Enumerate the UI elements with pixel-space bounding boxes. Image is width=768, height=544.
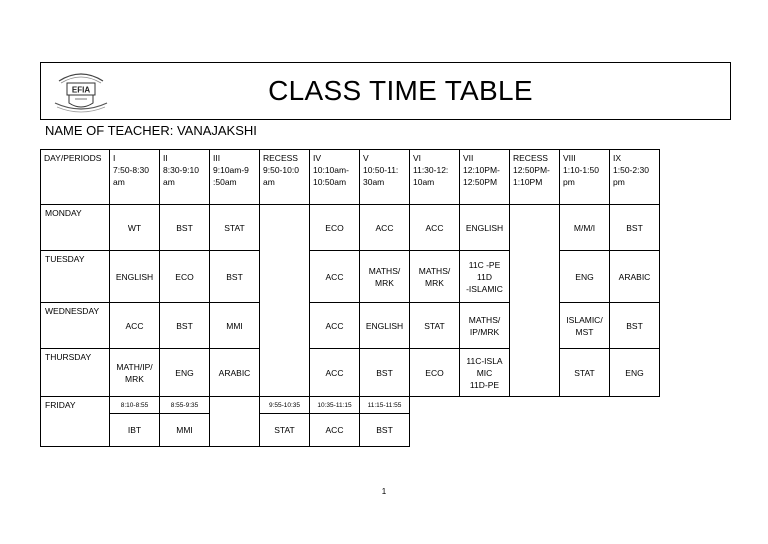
friday-subject-cell: MMI: [159, 413, 210, 447]
day-label: FRIDAY: [40, 396, 110, 447]
friday-time-cell: 11:15-11:55: [359, 396, 410, 414]
recess-column: [259, 204, 310, 397]
subject-cell: ACC: [409, 204, 460, 251]
recess-column: [509, 204, 560, 397]
header-period: VI 11:30-12: 10am: [409, 149, 460, 205]
friday-empty-cell: [209, 396, 260, 447]
friday-subject-cell: STAT: [259, 413, 310, 447]
subject-cell: BST: [359, 348, 410, 397]
page-number: 1: [381, 487, 387, 496]
subject-cell: 11C-ISLA MIC 11D-PE: [459, 348, 510, 397]
subject-cell: ECO: [309, 204, 360, 251]
header-period: VII 12:10PM- 12:50PM: [459, 149, 510, 205]
friday-time-cell: 10:35-11:15: [309, 396, 360, 414]
header-day-periods: DAY/PERIODS: [40, 149, 110, 205]
subject-cell: WT: [109, 204, 160, 251]
friday-subject-cell: BST: [359, 413, 410, 447]
header-period: II 8:30-9:10 am: [159, 149, 210, 205]
subject-cell: M/M/I: [559, 204, 610, 251]
header-period: VIII 1:10-1:50 pm: [559, 149, 610, 205]
subject-cell: ARABIC: [209, 348, 260, 397]
subject-cell: ACC: [309, 302, 360, 349]
subject-cell: ENG: [159, 348, 210, 397]
subject-cell: BST: [609, 204, 660, 251]
subject-cell: BST: [159, 204, 210, 251]
friday-subject-cell: ACC: [309, 413, 360, 447]
day-label: MONDAY: [40, 204, 110, 251]
subject-cell: STAT: [559, 348, 610, 397]
subject-cell: ENGLISH: [459, 204, 510, 251]
subject-cell: ACC: [309, 348, 360, 397]
subject-cell: 11C -PE 11D -ISLAMIC: [459, 250, 510, 303]
subject-cell: ECO: [159, 250, 210, 303]
subject-cell: MATHS/ IP/MRK: [459, 302, 510, 349]
teacher-name: NAME OF TEACHER: VANAJAKSHI: [45, 123, 257, 138]
subject-cell: BST: [209, 250, 260, 303]
friday-time-cell: 9:55-10:35: [259, 396, 310, 414]
subject-cell: STAT: [409, 302, 460, 349]
subject-cell: MATHS/ MRK: [359, 250, 410, 303]
subject-cell: BST: [159, 302, 210, 349]
friday-subject-cell: IBT: [109, 413, 160, 447]
subject-cell: STAT: [209, 204, 260, 251]
logo-text: EFIA: [71, 85, 91, 95]
subject-cell: BST: [609, 302, 660, 349]
header-period: IX 1:50-2:30 pm: [609, 149, 660, 205]
day-label: TUESDAY: [40, 250, 110, 303]
timetable: [40, 149, 660, 446]
day-label: WEDNESDAY: [40, 302, 110, 349]
header-period: III 9:10am-9 :50am: [209, 149, 260, 205]
subject-cell: ACC: [309, 250, 360, 303]
subject-cell: ACC: [109, 302, 160, 349]
subject-cell: ACC: [359, 204, 410, 251]
subject-cell: MMI: [209, 302, 260, 349]
header-period: I 7:50-8:30 am: [109, 149, 160, 205]
subject-cell: ECO: [409, 348, 460, 397]
header-period: V 10:50-11: 30am: [359, 149, 410, 205]
subject-cell: MATHS/ MRK: [409, 250, 460, 303]
subject-cell: MATH/IP/ MRK: [109, 348, 160, 397]
friday-time-cell: 8:55-9:35: [159, 396, 210, 414]
day-label: THURSDAY: [40, 348, 110, 397]
header-period: IV 10:10am- 10:50am: [309, 149, 360, 205]
title-box: [40, 62, 731, 120]
subject-cell: ARABIC: [609, 250, 660, 303]
subject-cell: ISLAMIC/ MST: [559, 302, 610, 349]
subject-cell: ENGLISH: [109, 250, 160, 303]
subject-cell: ENG: [559, 250, 610, 303]
page-title: CLASS TIME TABLE: [268, 75, 533, 106]
header-period: RECESS 12:50PM- 1:10PM: [509, 149, 560, 205]
friday-time-cell: 8:10-8:55: [109, 396, 160, 414]
subject-cell: ENG: [609, 348, 660, 397]
header-period: RECESS 9:50-10:0 am: [259, 149, 310, 205]
subject-cell: ENGLISH: [359, 302, 410, 349]
